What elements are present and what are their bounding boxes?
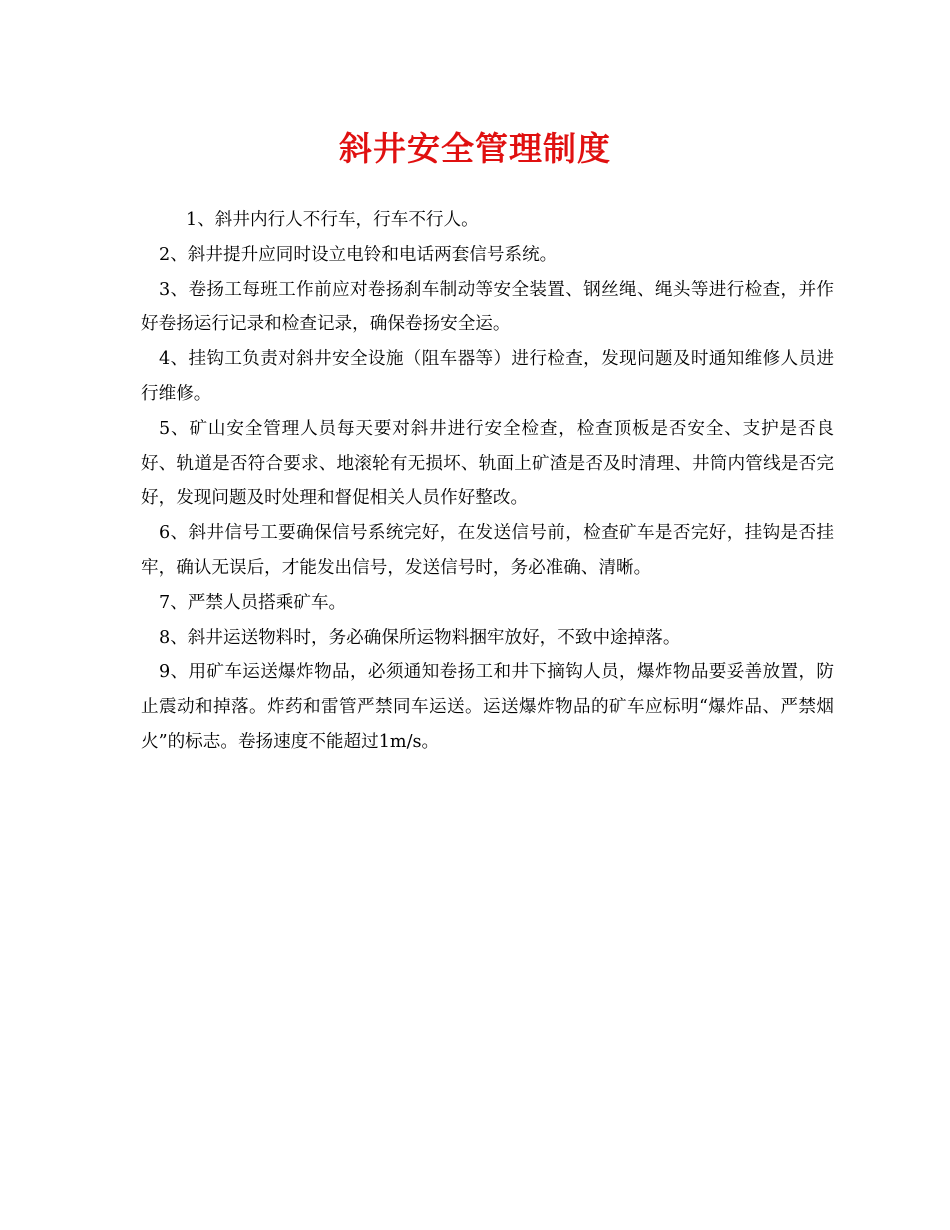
document-title: 斜井安全管理制度 — [339, 129, 611, 168]
rule-paragraph-1: 1、斜井内行人不行车，行车不行人。 — [186, 210, 479, 230]
rule-paragraph-3: 3、卷扬工每班工作前应对卷扬刹车制动等安全装置、钢丝绳、绳头等进行检查，并作好卷扬运行记录和检查记录，确保卷扬安全运。 — [141, 279, 834, 335]
rule-paragraph-8: 8、斜井运送物料时，务必确保所运物料捆牢放好，不致中途掉落。 — [159, 627, 681, 648]
rule-paragraph-4: 4、挂钩工负责对斜井安全设施（阻车器等）进行检查，发现问题及时通知维修人员进行维修。 — [141, 349, 834, 404]
rule-paragraph-5: 5、矿山安全管理人员每天要对斜井进行安全检查，检查顶板是否安全、支护是否良好、轨道是否符合要求、地滚轮有无损坏、轨面上矿渣是否及时清理、井筒内管线是否完好，发现问题及时处理和督促相关人员作好整改。 — [141, 418, 834, 509]
document-body — [141, 203, 834, 760]
rule-paragraph-9: 9、用矿车运送爆炸物品，必须通知卷扬工和井下摘钩人员，爆炸物品要妥善放置，防止震动和掉落。炸药和雷管严禁同车运送。运送爆炸物品的矿车应标明“爆炸品、严禁烟火”的标志。卷扬速度不能超过1m/s。 — [141, 662, 834, 752]
rule-paragraph-6: 6、斜井信号工要确保信号系统完好，在发送信号前，检查矿车是否完好，挂钩是否挂牢，确认无误后，才能发出信号，发送信号时，务必准确、清晰。 — [141, 523, 834, 578]
rule-paragraph-2: 2、斜井提升应同时设立电铃和电话两套信号系统。 — [159, 244, 558, 265]
rule-paragraph-7: 7、严禁人员搭乘矿车。 — [159, 592, 347, 613]
